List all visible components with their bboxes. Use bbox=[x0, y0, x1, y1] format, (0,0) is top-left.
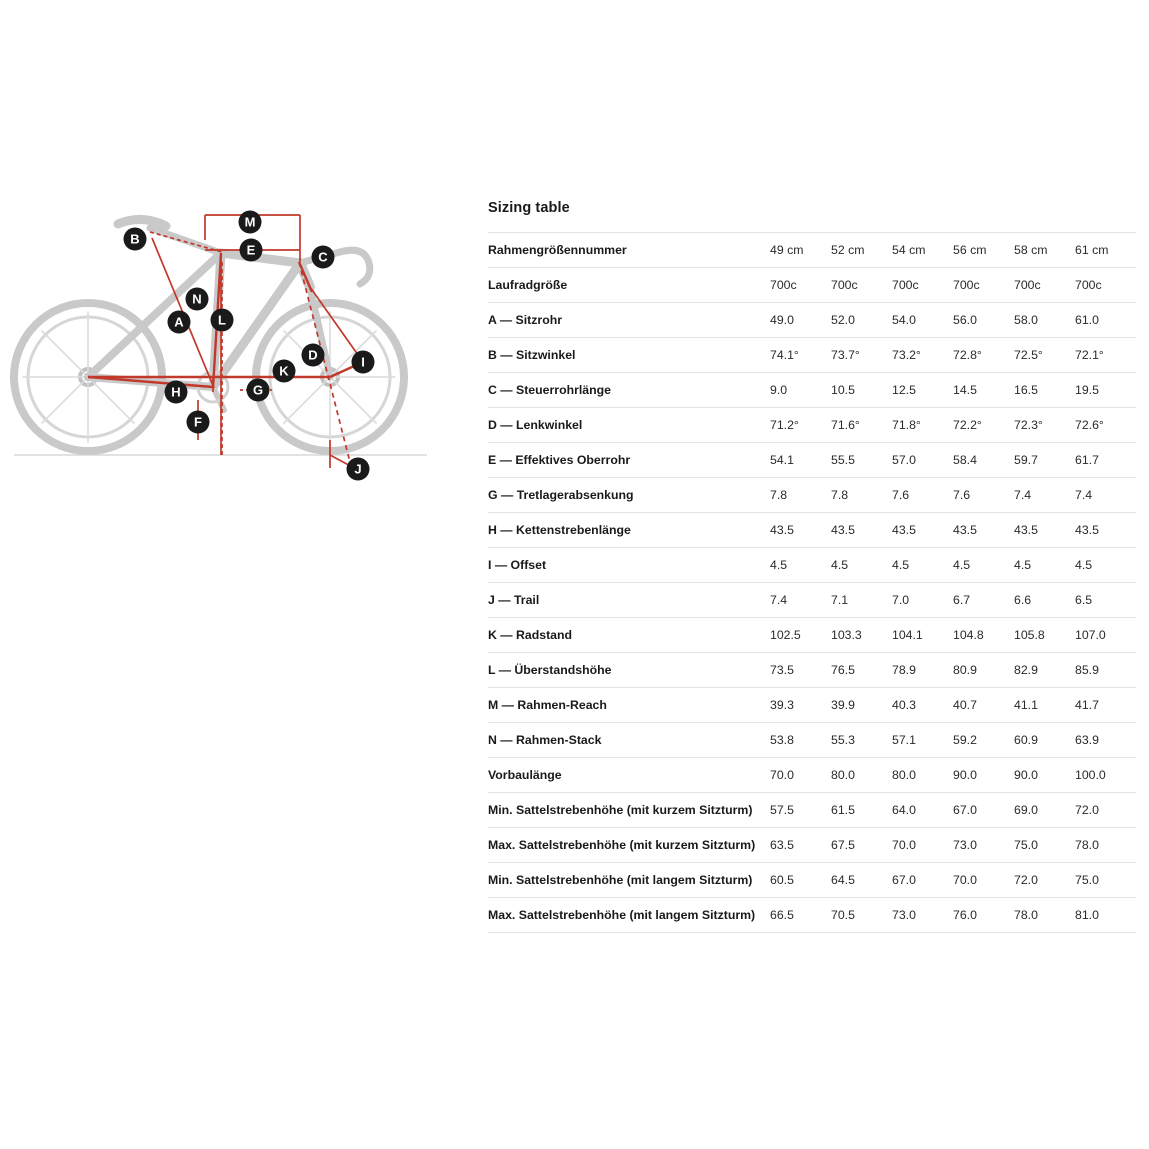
table-row bbox=[488, 863, 1136, 898]
table-cell: 73.0 bbox=[892, 898, 953, 933]
table-row bbox=[488, 268, 1136, 303]
callout-label: I bbox=[361, 354, 365, 370]
table-cell: 41.1 bbox=[1014, 688, 1075, 723]
table-cell: 61.5 bbox=[831, 793, 892, 828]
callout-M bbox=[239, 211, 262, 234]
table-cell: 104.8 bbox=[953, 618, 1014, 653]
table-cell: 103.3 bbox=[831, 618, 892, 653]
table-cell: 58.4 bbox=[953, 443, 1014, 478]
table-cell: 64.5 bbox=[831, 863, 892, 898]
table-cell: 104.1 bbox=[892, 618, 953, 653]
table-cell: 700c bbox=[953, 268, 1014, 303]
callout-E bbox=[240, 239, 263, 262]
callout-A bbox=[168, 311, 191, 334]
row-label: L — Überstandshöhe bbox=[488, 653, 770, 688]
table-cell: 70.0 bbox=[892, 828, 953, 863]
table-cell: 7.0 bbox=[892, 583, 953, 618]
row-label: Max. Sattelstrebenhöhe (mit kurzem Sitzturm) bbox=[488, 828, 770, 863]
table-cell: 90.0 bbox=[1014, 758, 1075, 793]
table-cell: 700c bbox=[1014, 268, 1075, 303]
table-cell: 7.4 bbox=[770, 583, 831, 618]
table-cell: 4.5 bbox=[1075, 548, 1136, 583]
table-cell: 52 cm bbox=[831, 233, 892, 268]
table-cell: 72.5° bbox=[1014, 338, 1075, 373]
table-cell: 66.5 bbox=[770, 898, 831, 933]
table-cell: 80.0 bbox=[831, 758, 892, 793]
table-cell: 75.0 bbox=[1075, 863, 1136, 898]
sizing-table-title: Sizing table bbox=[488, 200, 570, 216]
table-cell: 4.5 bbox=[953, 548, 1014, 583]
table-row bbox=[488, 233, 1136, 268]
table-cell: 57.0 bbox=[892, 443, 953, 478]
table-cell: 71.6° bbox=[831, 408, 892, 443]
table-row bbox=[488, 828, 1136, 863]
callout-label: M bbox=[244, 214, 256, 230]
table-cell: 55.5 bbox=[831, 443, 892, 478]
row-label: Min. Sattelstrebenhöhe (mit kurzem Sitzturm) bbox=[488, 793, 770, 828]
table-cell: 6.5 bbox=[1075, 583, 1136, 618]
table-cell: 63.9 bbox=[1075, 723, 1136, 758]
callout-label: F bbox=[194, 414, 202, 430]
table-cell: 72.0 bbox=[1075, 793, 1136, 828]
table-cell: 4.5 bbox=[1014, 548, 1075, 583]
callout-label: D bbox=[308, 347, 318, 363]
table-cell: 7.6 bbox=[953, 478, 1014, 513]
callout-C bbox=[312, 246, 335, 269]
callout-label: N bbox=[192, 291, 202, 307]
table-cell: 73.0 bbox=[953, 828, 1014, 863]
table-cell: 85.9 bbox=[1075, 653, 1136, 688]
callout-L bbox=[211, 309, 234, 332]
table-row bbox=[488, 723, 1136, 758]
row-label: C — Steuerrohrlänge bbox=[488, 373, 770, 408]
row-label: A — Sitzrohr bbox=[488, 303, 770, 338]
table-cell: 7.1 bbox=[831, 583, 892, 618]
table-cell: 40.3 bbox=[892, 688, 953, 723]
callout-label: H bbox=[171, 384, 181, 400]
table-row bbox=[488, 688, 1136, 723]
table-cell: 70.0 bbox=[770, 758, 831, 793]
table-cell: 6.6 bbox=[1014, 583, 1075, 618]
table-cell: 64.0 bbox=[892, 793, 953, 828]
table-cell: 72.1° bbox=[1075, 338, 1136, 373]
callout-B bbox=[124, 228, 147, 251]
table-cell: 4.5 bbox=[770, 548, 831, 583]
sizing-table bbox=[488, 232, 1136, 933]
callout-D bbox=[302, 344, 325, 367]
table-cell: 43.5 bbox=[1075, 513, 1136, 548]
table-cell: 53.8 bbox=[770, 723, 831, 758]
table-cell: 16.5 bbox=[1014, 373, 1075, 408]
table-cell: 700c bbox=[770, 268, 831, 303]
table-cell: 90.0 bbox=[953, 758, 1014, 793]
row-label: D — Lenkwinkel bbox=[488, 408, 770, 443]
table-cell: 39.9 bbox=[831, 688, 892, 723]
callout-label: C bbox=[318, 249, 328, 265]
table-cell: 61.7 bbox=[1075, 443, 1136, 478]
callout-label: A bbox=[174, 314, 184, 330]
table-cell: 58 cm bbox=[1014, 233, 1075, 268]
table-cell: 56.0 bbox=[953, 303, 1014, 338]
table-row bbox=[488, 478, 1136, 513]
table-cell: 73.2° bbox=[892, 338, 953, 373]
callout-N bbox=[186, 288, 209, 311]
callout-J bbox=[347, 458, 370, 481]
table-cell: 80.9 bbox=[953, 653, 1014, 688]
table-cell: 59.2 bbox=[953, 723, 1014, 758]
table-cell: 54 cm bbox=[892, 233, 953, 268]
table-row bbox=[488, 653, 1136, 688]
callout-label: B bbox=[130, 231, 140, 247]
table-cell: 56 cm bbox=[953, 233, 1014, 268]
table-row bbox=[488, 303, 1136, 338]
table-cell: 40.7 bbox=[953, 688, 1014, 723]
table-cell: 72.2° bbox=[953, 408, 1014, 443]
table-cell: 80.0 bbox=[892, 758, 953, 793]
callout-G bbox=[247, 379, 270, 402]
table-cell: 55.3 bbox=[831, 723, 892, 758]
row-label: M — Rahmen-Reach bbox=[488, 688, 770, 723]
table-cell: 10.5 bbox=[831, 373, 892, 408]
table-cell: 74.1° bbox=[770, 338, 831, 373]
table-cell: 54.1 bbox=[770, 443, 831, 478]
table-cell: 67.0 bbox=[892, 863, 953, 898]
row-label: E — Effektives Oberrohr bbox=[488, 443, 770, 478]
table-cell: 76.0 bbox=[953, 898, 1014, 933]
table-cell: 72.0 bbox=[1014, 863, 1075, 898]
table-cell: 78.0 bbox=[1014, 898, 1075, 933]
callout-H bbox=[165, 381, 188, 404]
table-cell: 73.7° bbox=[831, 338, 892, 373]
table-row bbox=[488, 373, 1136, 408]
table-cell: 57.5 bbox=[770, 793, 831, 828]
table-cell: 100.0 bbox=[1075, 758, 1136, 793]
table-row bbox=[488, 548, 1136, 583]
row-label: Max. Sattelstrebenhöhe (mit langem Sitzturm) bbox=[488, 898, 770, 933]
table-cell: 71.2° bbox=[770, 408, 831, 443]
table-cell: 4.5 bbox=[831, 548, 892, 583]
callout-K bbox=[273, 360, 296, 383]
table-cell: 81.0 bbox=[1075, 898, 1136, 933]
table-cell: 72.3° bbox=[1014, 408, 1075, 443]
geometry-diagram-panel bbox=[0, 0, 460, 700]
table-cell: 9.0 bbox=[770, 373, 831, 408]
table-cell: 78.0 bbox=[1075, 828, 1136, 863]
table-cell: 57.1 bbox=[892, 723, 953, 758]
table-cell: 49.0 bbox=[770, 303, 831, 338]
table-cell: 7.4 bbox=[1014, 478, 1075, 513]
table-cell: 39.3 bbox=[770, 688, 831, 723]
callout-label: E bbox=[246, 242, 256, 258]
table-cell: 7.8 bbox=[831, 478, 892, 513]
table-cell: 63.5 bbox=[770, 828, 831, 863]
table-row bbox=[488, 443, 1136, 478]
table-row bbox=[488, 618, 1136, 653]
table-cell: 71.8° bbox=[892, 408, 953, 443]
row-label: Vorbaulänge bbox=[488, 758, 770, 793]
callout-label: L bbox=[218, 312, 226, 328]
table-row bbox=[488, 408, 1136, 443]
row-label: Rahmengrößennummer bbox=[488, 233, 770, 268]
row-label: N — Rahmen-Stack bbox=[488, 723, 770, 758]
bicycle-geometry-illustration bbox=[0, 0, 460, 520]
table-cell: 102.5 bbox=[770, 618, 831, 653]
table-cell: 700c bbox=[831, 268, 892, 303]
table-cell: 4.5 bbox=[892, 548, 953, 583]
table-cell: 82.9 bbox=[1014, 653, 1075, 688]
table-cell: 12.5 bbox=[892, 373, 953, 408]
table-cell: 67.5 bbox=[831, 828, 892, 863]
table-cell: 70.0 bbox=[953, 863, 1014, 898]
table-cell: 6.7 bbox=[953, 583, 1014, 618]
table-cell: 67.0 bbox=[953, 793, 1014, 828]
row-label: G — Tretlagerabsenkung bbox=[488, 478, 770, 513]
table-cell: 700c bbox=[892, 268, 953, 303]
callout-label: G bbox=[252, 382, 264, 398]
table-cell: 107.0 bbox=[1075, 618, 1136, 653]
table-row bbox=[488, 513, 1136, 548]
row-label: B — Sitzwinkel bbox=[488, 338, 770, 373]
table-cell: 43.5 bbox=[770, 513, 831, 548]
sizing-table-panel bbox=[488, 200, 1136, 933]
table-cell: 14.5 bbox=[953, 373, 1014, 408]
table-cell: 7.6 bbox=[892, 478, 953, 513]
table-cell: 7.8 bbox=[770, 478, 831, 513]
table-cell: 41.7 bbox=[1075, 688, 1136, 723]
table-cell: 76.5 bbox=[831, 653, 892, 688]
table-cell: 7.4 bbox=[1075, 478, 1136, 513]
table-cell: 43.5 bbox=[1014, 513, 1075, 548]
callout-label: J bbox=[354, 461, 362, 477]
table-row bbox=[488, 583, 1136, 618]
table-cell: 49 cm bbox=[770, 233, 831, 268]
table-cell: 78.9 bbox=[892, 653, 953, 688]
table-cell: 61.0 bbox=[1075, 303, 1136, 338]
table-cell: 52.0 bbox=[831, 303, 892, 338]
table-cell: 59.7 bbox=[1014, 443, 1075, 478]
table-row bbox=[488, 338, 1136, 373]
table-cell: 700c bbox=[1075, 268, 1136, 303]
table-cell: 58.0 bbox=[1014, 303, 1075, 338]
table-cell: 72.6° bbox=[1075, 408, 1136, 443]
row-label: Min. Sattelstrebenhöhe (mit langem Sitzturm) bbox=[488, 863, 770, 898]
row-label: J — Trail bbox=[488, 583, 770, 618]
row-label: H — Kettenstrebenlänge bbox=[488, 513, 770, 548]
table-cell: 43.5 bbox=[831, 513, 892, 548]
table-row bbox=[488, 793, 1136, 828]
table-cell: 73.5 bbox=[770, 653, 831, 688]
callout-F bbox=[187, 411, 210, 434]
bike-silhouette bbox=[14, 219, 404, 451]
table-row bbox=[488, 898, 1136, 933]
callout-label: K bbox=[279, 363, 289, 379]
table-cell: 70.5 bbox=[831, 898, 892, 933]
table-cell: 105.8 bbox=[1014, 618, 1075, 653]
table-cell: 19.5 bbox=[1075, 373, 1136, 408]
table-cell: 60.9 bbox=[1014, 723, 1075, 758]
table-cell: 43.5 bbox=[953, 513, 1014, 548]
table-cell: 60.5 bbox=[770, 863, 831, 898]
callout-I bbox=[352, 351, 375, 374]
row-label: Laufradgröße bbox=[488, 268, 770, 303]
table-cell: 72.8° bbox=[953, 338, 1014, 373]
row-label: I — Offset bbox=[488, 548, 770, 583]
table-cell: 54.0 bbox=[892, 303, 953, 338]
table-cell: 69.0 bbox=[1014, 793, 1075, 828]
table-cell: 75.0 bbox=[1014, 828, 1075, 863]
table-cell: 43.5 bbox=[892, 513, 953, 548]
table-row bbox=[488, 758, 1136, 793]
row-label: K — Radstand bbox=[488, 618, 770, 653]
table-cell: 61 cm bbox=[1075, 233, 1136, 268]
